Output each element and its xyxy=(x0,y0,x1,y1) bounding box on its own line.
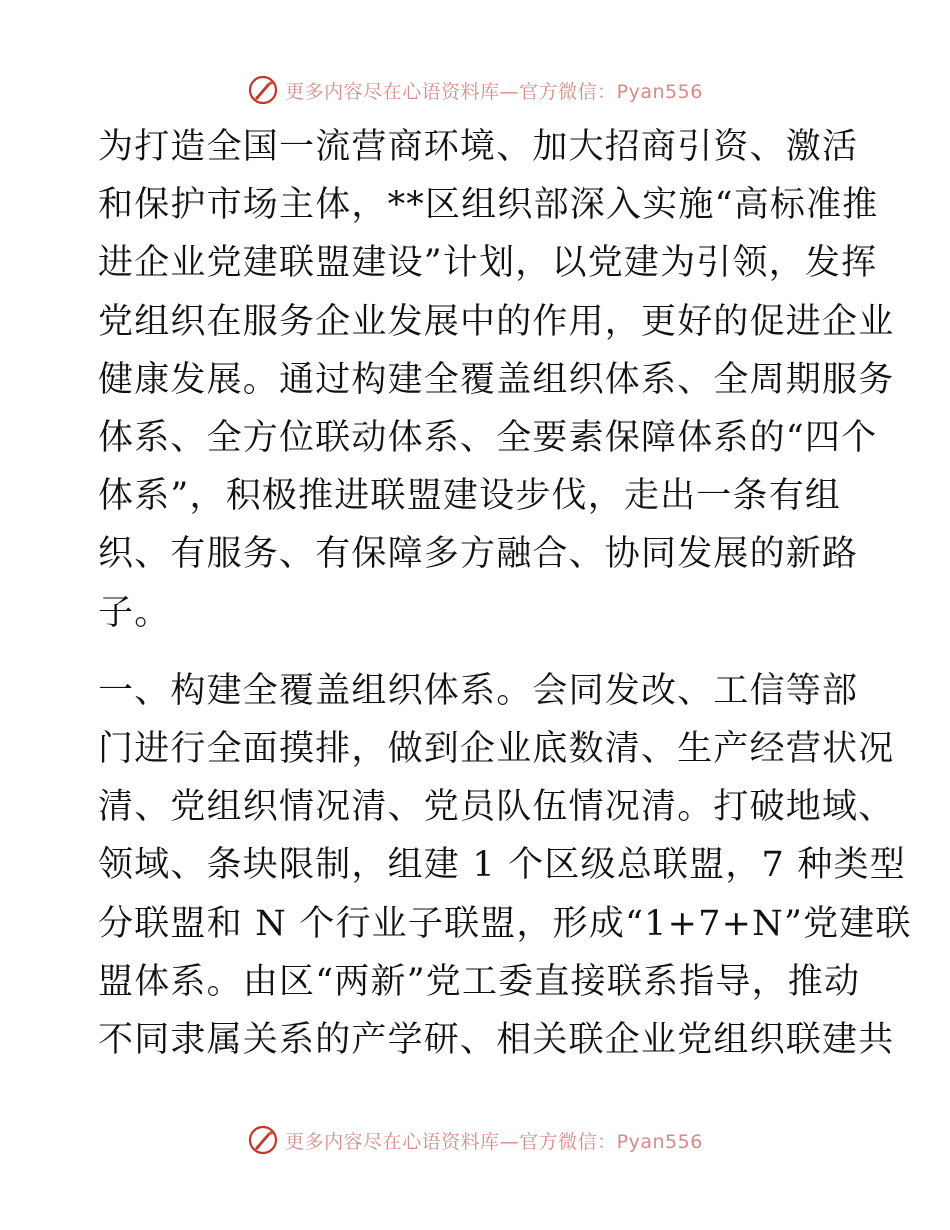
text-line: 领域、条块限制，组建 1 个区级总联盟，7 种类型 xyxy=(98,845,906,886)
text-line: 体系、全方位联动体系、全要素保障体系的“四个 xyxy=(98,418,878,459)
text-line: 为打造全国一流营商环境、加大招商引资、激活 xyxy=(98,127,859,167)
header-watermark xyxy=(0,70,950,110)
watermark-text: 更多内容尽在心语资料库—官方微信：Pyan556 xyxy=(285,1130,703,1153)
text-line: 盟体系。由区“两新”党工委直接联系指导，推动 xyxy=(98,961,861,1002)
paragraph-section-one xyxy=(98,662,912,1069)
text-line: 进企业党建联盟建设”计划，以党建为引领，发挥 xyxy=(98,243,878,284)
paragraph-intro xyxy=(98,118,895,642)
document-body xyxy=(98,118,912,1069)
text-line: 党组织在服务企业发展中的作用，更好的促进企业 xyxy=(98,301,895,342)
text-line: 子。 xyxy=(98,592,171,633)
text-line: 分联盟和 N 个行业子联盟，形成“1+7+N”党建联 xyxy=(98,903,912,944)
text-line: 体系”，积极推进联盟建设步伐，走出一条有组 xyxy=(98,476,842,517)
quill-logo-icon xyxy=(247,74,279,106)
footer-watermark xyxy=(0,1120,950,1160)
quill-logo-icon xyxy=(247,1124,279,1156)
text-line: 门进行全面摸排，做到企业底数清、生产经营状况 xyxy=(98,729,895,770)
text-line: 织、有服务、有保障多方融合、协同发展的新路 xyxy=(98,534,859,575)
text-line: 清、党组织情况清、党员队伍情况清。打破地域、 xyxy=(98,787,895,828)
watermark-text: 更多内容尽在心语资料库—官方微信：Pyan556 xyxy=(285,80,703,103)
text-line: 健康发展。通过构建全覆盖组织体系、全周期服务 xyxy=(98,359,895,400)
text-line: 不同隶属关系的产学研、相关联企业党组织联建共 xyxy=(98,1020,895,1061)
text-line: 和保护市场主体，**区组织部深入实施“高标准推 xyxy=(98,185,879,226)
text-line: 一、构建全覆盖组织体系。会同发改、工信等部 xyxy=(98,670,859,711)
